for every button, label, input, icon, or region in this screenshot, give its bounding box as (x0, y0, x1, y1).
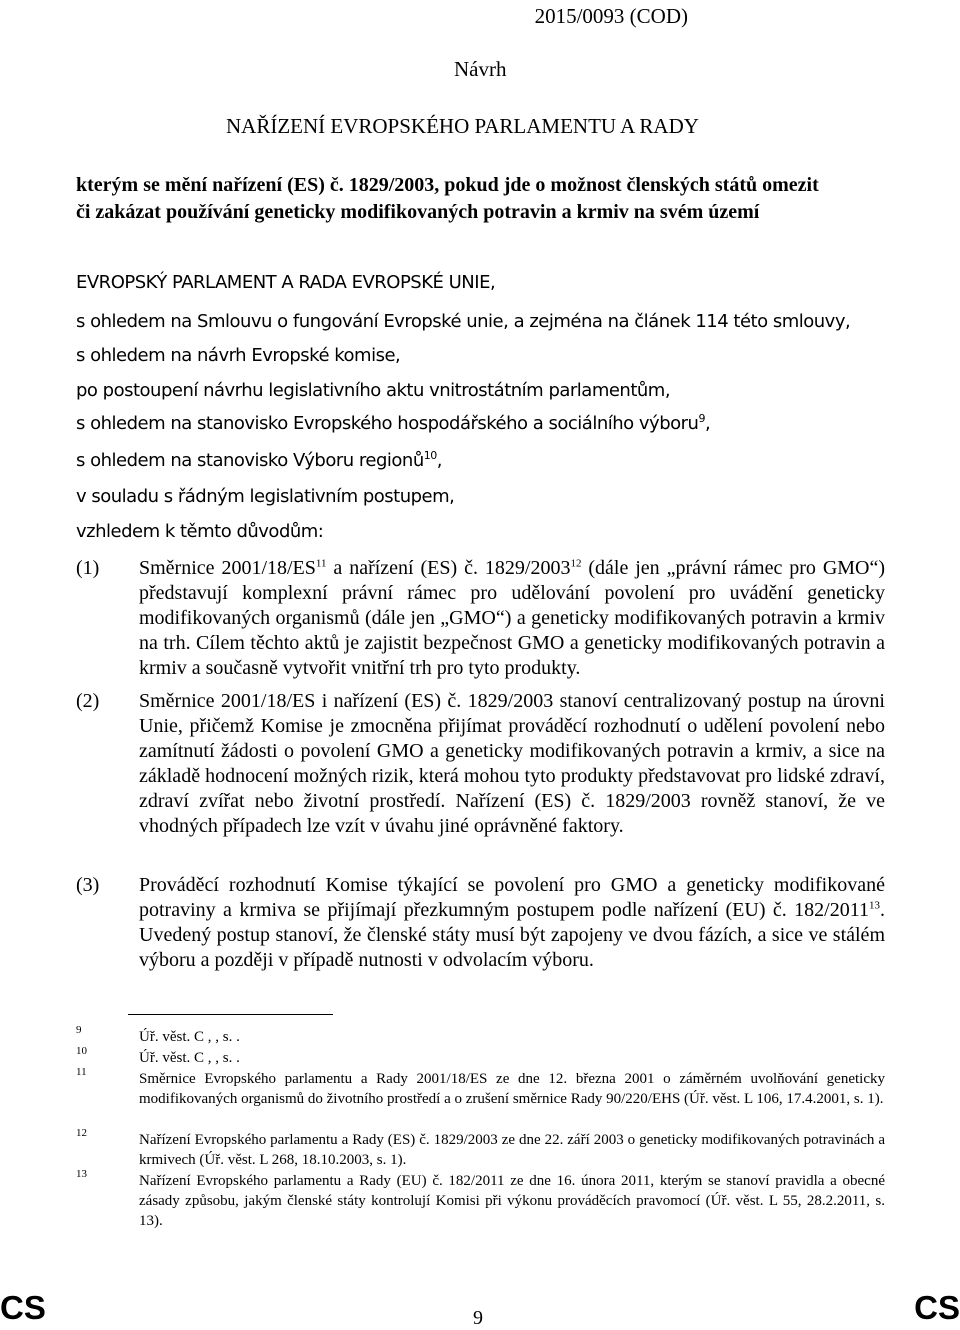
recital-number: (2) (76, 690, 100, 712)
language-code-right: CS (914, 1289, 960, 1326)
footnote-13: Nařízení Evropského parlamentu a Rady (EU) č. 182/2011 ze dne 16. února 2011, kterým se stanoví pravidla a obecné zásady způsobu, jakým členské státy kontrolují Komisi při výkonu prováděcích pravomocí (Úř. věst. L 55, 28.2.2011, s. 13). (139, 1173, 885, 1229)
language-code-left: CS (0, 1289, 46, 1326)
subtitle-line-2: či zakázat používání geneticky modifikovaných potravin a krmiv na svém území (76, 201, 760, 223)
subtitle-line-1: kterým se mění nařízení (ES) č. 1829/2003, pokud jde o možnost členských států omezit (76, 174, 819, 196)
recital-3-text-b: . Uvedený postup stanoví, že členské státy musí být zapojeny ve dvou fázích, a sice ve stálém výboru a později v případě nutnosti v odvolacím výboru. (139, 899, 885, 971)
footnote-10: Úř. věst. C , , s. . (139, 1050, 240, 1066)
citation-legislative-procedure: v souladu s řádným legislativním postupem, (76, 486, 455, 507)
citation-commission-proposal: s ohledem na návrh Evropské komise, (76, 345, 401, 366)
citation-national-parliaments: po postoupení návrhu legislativního aktu vnitrostátním parlamentům, (76, 380, 671, 401)
document-label: Návrh (454, 57, 507, 81)
footnote-ref-13[interactable]: 13 (869, 899, 880, 912)
recital-1-text-a: Směrnice 2001/18/ES (139, 557, 316, 579)
footnote-9: Úř. věst. C , , s. . (139, 1029, 240, 1045)
footnote-separator (128, 1014, 333, 1015)
citation-esc-text: s ohledem na stanovisko Evropského hospodářského a sociálního výboru (76, 413, 699, 434)
recital-3 (139, 873, 885, 973)
citation-treaty: s ohledem na Smlouvu o fungování Evropské unie, a zejména na článek 114 této smlouvy, (76, 311, 851, 332)
recital-1-text-c: (dále jen „právní rámec pro GMO“) představují komplexní právní rámec pro udělování povolení pro uvádění geneticky modifikovaných organismů (dále jen „GMO“) a geneticky modifikovaných potravin a krmiv na trh. Cílem těchto aktů je zajistit bezpečnost GMO a geneticky modifikovaných potravin a krmiv a současně vytvořit vnitřní trh pro tyto produkty. (139, 557, 886, 679)
citation-regions-text: s ohledem na stanovisko Výboru regionů (76, 450, 424, 471)
citation-whereas: vzhledem k těmto důvodům: (76, 521, 324, 542)
footnote-number: 11 (76, 1066, 87, 1078)
recital-3-text-a: Prováděcí rozhodnutí Komise týkající se povolení pro GMO a geneticky modifikované potraviny a krmiva se přijímají přezkumným postupem podle nařízení (EU) č. 182/2011 (139, 874, 885, 921)
footnote-ref-12[interactable]: 12 (570, 557, 582, 570)
recital-number: (1) (76, 557, 100, 579)
citation-regions-opinion (76, 450, 442, 471)
citation-regions-end: , (436, 450, 442, 471)
recital-1-text-b: a nařízení (ES) č. 1829/2003 (326, 557, 571, 579)
recital-number: (3) (76, 874, 100, 896)
citation-esc-end: , (704, 413, 711, 434)
recital-1 (139, 556, 885, 681)
document-reference: 2015/0093 (COD) (534, 4, 688, 28)
footnote-number: 9 (76, 1024, 82, 1036)
footnote-ref-10[interactable]: 10 (423, 449, 437, 462)
citation-esc-opinion (76, 413, 710, 434)
footnote-number: 12 (76, 1127, 87, 1139)
regulation-title: NAŘÍZENÍ EVROPSKÉHO PARLAMENTU A RADY (226, 114, 699, 138)
page-number: 9 (473, 1307, 483, 1329)
footnote-11: Směrnice Evropského parlamentu a Rady 2001/18/ES ze dne 12. března 2001 o záměrném uvolňování geneticky modifikovaných organismů do životního prostředí a o zrušení směrnice Rady 90/220/EHS (Úř. věst. L 106, 17.4.2001, s. 1). (139, 1071, 885, 1107)
footnote-number: 13 (76, 1168, 87, 1180)
preamble-institutions: EVROPSKÝ PARLAMENT A RADA EVROPSKÉ UNIE, (76, 272, 496, 293)
footnote-ref-9[interactable]: 9 (698, 412, 705, 425)
regulation-subtitle (76, 172, 819, 226)
recital-2: Směrnice 2001/18/ES i nařízení (ES) č. 1829/2003 stanoví centralizovaný postup na úrovni Unie, přičemž Komise je zmocněna přijímat prováděcí rozhodnutí o udělení povolení nebo zamítnutí žádosti o povolení GMO a geneticky modifikovaných potravin a krmiv, a sice na základě hodnocení možných rizik, která mohou tyto produkty představovat pro lidské zdraví, zdraví zvířat nebo životní prostředí. Nařízení (ES) č. 1829/2003 rovněž stanoví, že ve vhodných případech lze vzít v úvahu jiné oprávněné faktory. (139, 690, 885, 837)
footnote-ref-11[interactable]: 11 (315, 557, 327, 570)
footnote-12: Nařízení Evropského parlamentu a Rady (ES) č. 1829/2003 ze dne 22. září 2003 o geneticky modifikovaných potravinách a krmivech (Úř. věst. L 268, 18.10.2003, s. 1). (139, 1132, 885, 1168)
footnote-number: 10 (76, 1045, 87, 1057)
